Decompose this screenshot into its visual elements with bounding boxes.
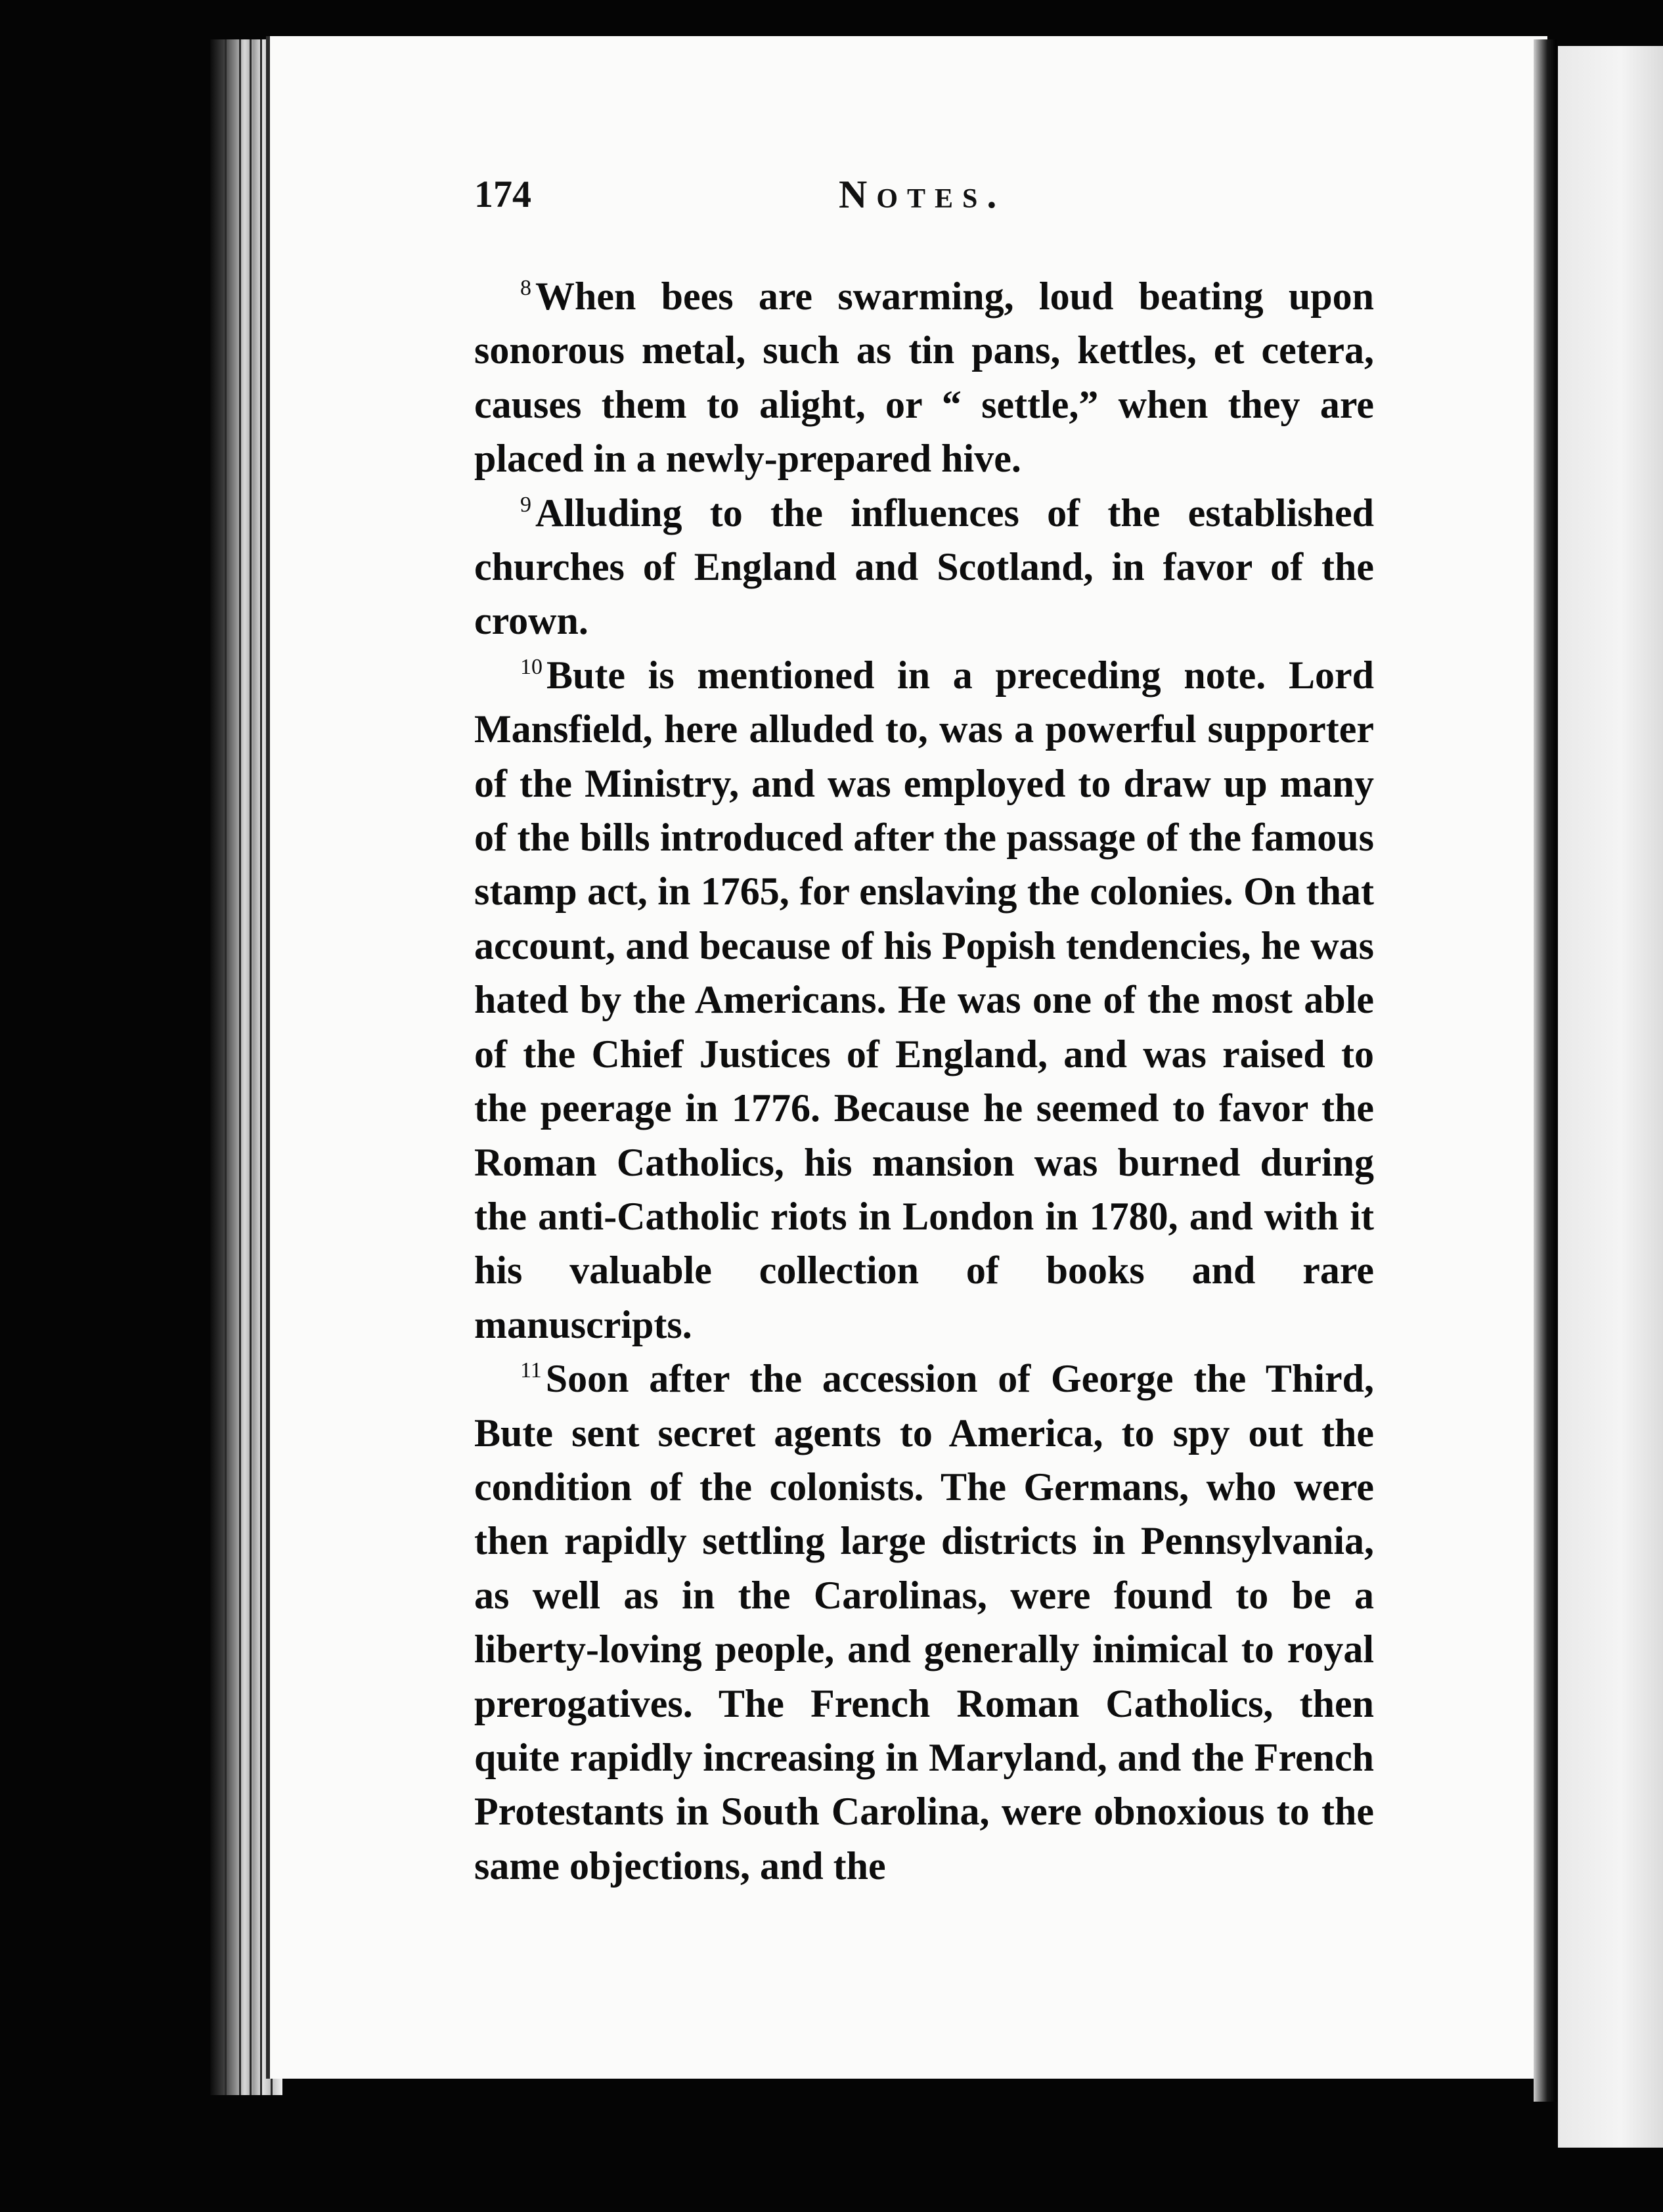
gutter-shadow (1534, 39, 1557, 2102)
running-head: Notes. (839, 173, 1006, 216)
footnote-marker: 9 (520, 492, 531, 517)
footnote-8 (474, 269, 1374, 486)
footnote-text: Alluding to the influences of the established churches of England and Scotland, in favor of the crown. (474, 491, 1374, 643)
footnote-text: When bees are swarming, loud beating upon sonorous metal, such as tin pans, kettles, et cetera, causes them to alight, or “ settle,” when they are placed in a newly-prepared hive. (474, 275, 1374, 481)
footnote-9 (474, 486, 1374, 648)
footnote-11 (474, 1352, 1374, 1893)
page-header (474, 172, 1367, 231)
facing-page-edge (1558, 46, 1663, 2148)
footnote-text: Soon after the accession of George the Third, Bute sent secret agents to America, to spy out the condition of the colonists. The Germans, who were then rapidly settling large districts in Pennsylvania, as well as in the Carolinas, were found to be a liberty-loving people, and generally inimical to royal prerogatives. The French Roman Catholics, then quite rapidly increasing in Maryland, and the French Protestants in South Carolina, were obnoxious to the same objections, and the (474, 1357, 1374, 1888)
footnote-text: Bute is mentioned in a preceding note. Lord Mansfield, here alluded to, was a powerful supporter of the Ministry, and was employed to draw up many of the bills introduced after the passage of the famous stamp act, in 1765, for enslaving the colonies. On that account, and because of his Popish tendencies, he was hated by the Americans. He was one of the most able of the Chief Justices of England, and was raised to the peerage in 1776. Because he seemed to favor the Roman Catholics, his mansion was burned during the anti-Catholic riots in London in 1780, and with it his valuable collection of books and rare manuscripts. (474, 653, 1374, 1346)
footnote-10 (474, 648, 1374, 1352)
footnote-marker: 11 (520, 1358, 542, 1383)
footnote-marker: 8 (520, 276, 531, 300)
notes-body (474, 269, 1374, 1893)
footnote-marker: 10 (520, 654, 543, 679)
page-number: 174 (474, 173, 531, 215)
